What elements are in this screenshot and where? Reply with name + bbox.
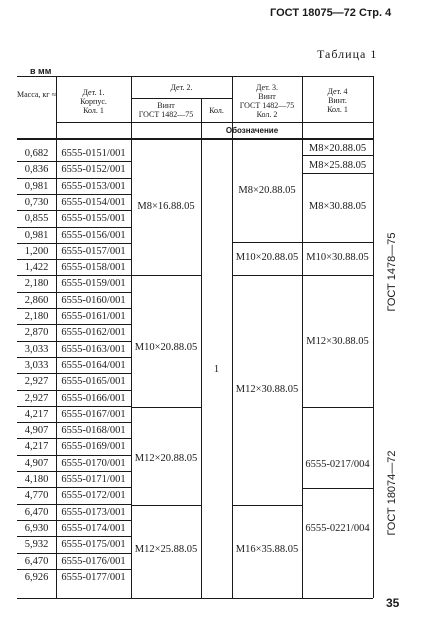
header-det1-line-3: Кол. 1 [83, 106, 104, 115]
header-det4-line-1: Дет. 4 [327, 87, 348, 96]
det2-group-divider-1 [131, 275, 201, 276]
row-divider [17, 194, 131, 195]
mass-cell: 3,033 [24, 359, 49, 371]
mass-cell: 6,470 [24, 555, 49, 567]
det4-group-divider-5 [302, 407, 373, 408]
det2-kol-value: 1 [213, 364, 220, 375]
page-header: ГОСТ 18075—72 Стр. 4 [270, 7, 392, 19]
det4-group-2: M8×25.88.05 [308, 160, 367, 171]
code-cell: 6555-0155/001 [61, 213, 126, 225]
code-cell: 6555-0157/001 [61, 245, 126, 257]
mass-cell: 6,930 [24, 522, 49, 534]
code-cell: 6555-0164/001 [61, 359, 126, 371]
header-det3-line-1: Дет. 3. [256, 83, 278, 92]
mass-cell: 2,180 [24, 278, 49, 290]
header-det4-line-3: Кол. 1 [327, 105, 348, 114]
row-divider [17, 308, 131, 309]
row-divider [17, 471, 131, 472]
header-det1-line-1: Дет. 1. [82, 88, 105, 97]
code-cell: 6555-0165/001 [61, 376, 126, 388]
row-divider [17, 569, 131, 570]
mass-cell: 4,180 [24, 474, 49, 485]
det2-group-divider-2 [131, 407, 201, 408]
header-det2-vint [131, 101, 201, 119]
mass-cell: 0,730 [24, 196, 49, 208]
code-cell: 6555-0173/001 [61, 506, 126, 518]
row-divider [17, 373, 131, 374]
side-label-gost-18074: ГОСТ 18074—72 [386, 450, 398, 536]
mass-cell: 2,927 [24, 392, 49, 404]
code-cell: 6555-0151/001 [61, 148, 126, 159]
mass-cell: 5,932 [24, 539, 49, 551]
row-divider [17, 243, 131, 244]
code-cell: 6555-0167/001 [61, 408, 126, 420]
mass-cell: 4,907 [24, 457, 49, 469]
det4-group-5: M12×30.88.05 [306, 336, 369, 347]
mass-cell: 0,981 [24, 229, 49, 241]
header-det4 [302, 87, 373, 114]
mass-cell: 2,927 [24, 376, 49, 388]
row-divider [17, 341, 131, 342]
row-divider [17, 227, 131, 228]
det4-group-divider-1 [302, 155, 373, 156]
code-cell: 6555-0169/001 [61, 441, 126, 453]
col-divider-det1 [131, 76, 132, 598]
header-det2-kol: Кол. [209, 106, 224, 115]
row-divider [17, 324, 131, 325]
det4-group-divider-3 [302, 242, 373, 243]
col-divider-kol [232, 76, 233, 598]
row-divider [17, 406, 131, 407]
row-divider [17, 357, 131, 358]
table-top-rule [17, 76, 373, 77]
det3-group-divider-1 [232, 242, 302, 243]
mass-cell: 6,926 [24, 571, 49, 583]
row-divider [17, 536, 131, 537]
mass-cell: 4,217 [24, 441, 49, 453]
mass-cell: 0,682 [24, 148, 49, 159]
header-det3-line-2: Винт [258, 92, 276, 101]
row-divider [17, 438, 131, 439]
row-divider [17, 553, 131, 554]
units-label: в мм [30, 66, 52, 76]
code-cell: 6555-0175/001 [61, 539, 126, 551]
code-cell: 6555-0166/001 [61, 392, 126, 404]
header-det1-line-2: Корпус. [80, 97, 107, 106]
header-det2-vint-line-1: Винт [157, 101, 175, 110]
det4-group-3: M8×30.88.05 [308, 201, 367, 212]
row-divider [17, 275, 131, 276]
mass-cell: 2,870 [24, 327, 49, 339]
code-cell: 6555-0158/001 [61, 262, 126, 274]
det2-group-2: M10×20.88.05 [134, 342, 198, 353]
page-number: 35 [386, 596, 400, 610]
row-divider [17, 259, 131, 260]
mass-cell: 1,200 [24, 245, 49, 257]
code-cell: 6555-0160/001 [61, 294, 126, 306]
mass-cell: 0,855 [24, 213, 49, 225]
table-bottom-rule [17, 598, 373, 599]
code-cell: 6555-0172/001 [61, 490, 126, 502]
row-divider [17, 178, 131, 179]
mass-cell: 1,422 [24, 262, 49, 274]
row-divider [17, 390, 131, 391]
code-cell: 6555-0159/001 [61, 278, 126, 290]
code-cell: 6555-0154/001 [61, 196, 126, 208]
code-cell: 6555-0153/001 [61, 180, 126, 192]
det2-group-1: M8×16.88.05 [137, 201, 195, 212]
code-cell: 6555-0163/001 [61, 343, 126, 355]
code-cell: 6555-0170/001 [61, 457, 126, 469]
code-cell: 6555-0176/001 [61, 555, 126, 567]
designation-rule [56, 122, 373, 123]
row-divider [17, 487, 131, 488]
det3-group-4: M16×35.88.05 [235, 544, 299, 555]
mass-cell: 4,217 [24, 408, 49, 420]
det2-header-rule [131, 98, 232, 99]
header-designation: Обозначение [225, 126, 279, 135]
code-cell: 6555-0156/001 [61, 229, 126, 241]
code-cell: 6555-0168/001 [61, 425, 126, 437]
row-divider [17, 210, 131, 211]
mass-cell: 2,860 [24, 294, 49, 306]
mass-cell: 4,770 [24, 490, 49, 502]
det4-group-7: 6555-0221/004 [305, 523, 370, 534]
det3-group-divider-2 [232, 275, 302, 276]
header-det3-line-3: ГОСТ 1482—75 [239, 101, 295, 110]
mass-cell: 3,033 [24, 343, 49, 355]
row-divider [17, 292, 131, 293]
header-det2: Дет. 2. [170, 83, 193, 92]
code-cell: 6555-0171/001 [61, 474, 126, 485]
code-cell: 6555-0161/001 [61, 311, 126, 322]
col-divider-det4 [373, 76, 374, 598]
det4-group-divider-4 [302, 275, 373, 276]
header-det4-line-2: Винт. [328, 96, 347, 105]
det4-group-4: M10×30.88.05 [306, 252, 369, 263]
side-label-gost-1478: ГОСТ 1478—75 [386, 232, 398, 312]
code-cell: 6555-0177/001 [61, 571, 126, 583]
header-mass: Масса, кг ≈ [17, 90, 56, 99]
col-divider-det2 [201, 98, 202, 598]
code-cell: 6555-0174/001 [61, 522, 126, 534]
mass-cell: 4,907 [24, 425, 49, 437]
row-divider [17, 455, 131, 456]
mass-cell: 6,470 [24, 506, 49, 518]
mass-cell: 0,836 [24, 164, 49, 176]
det2-group-3: M12×20.88.05 [134, 453, 198, 464]
header-det3 [232, 83, 302, 119]
row-divider [17, 504, 131, 505]
det2-group-4: M12×25.88.05 [134, 544, 198, 555]
det3-group-3: M12×30.88.05 [235, 384, 299, 395]
code-cell: 6555-0152/001 [61, 164, 126, 176]
mass-cell: 2,180 [24, 311, 49, 322]
det3-group-1: M8×20.88.05 [238, 185, 296, 196]
header-det3-line-4: Кол. 2 [256, 110, 278, 119]
row-divider [17, 422, 131, 423]
det4-group-divider-6 [302, 488, 373, 489]
det4-group-divider-2 [302, 173, 373, 174]
det3-group-divider-3 [232, 505, 302, 506]
det2-group-divider-3 [131, 505, 201, 506]
det3-group-2: M10×20.88.05 [235, 252, 299, 263]
mass-cell: 0,981 [24, 180, 49, 192]
det4-group-6: 6555-0217/004 [305, 459, 370, 470]
header-det1 [56, 88, 131, 115]
det4-group-1: M8×20.88.05 [308, 143, 367, 154]
row-divider [17, 520, 131, 521]
header-det2-vint-line-2: ГОСТ 1482—75 [138, 110, 194, 119]
table-title: Таблица 1 [317, 47, 378, 61]
row-divider [17, 161, 131, 162]
code-cell: 6555-0162/001 [61, 327, 126, 339]
header-bottom-rule [17, 138, 373, 140]
